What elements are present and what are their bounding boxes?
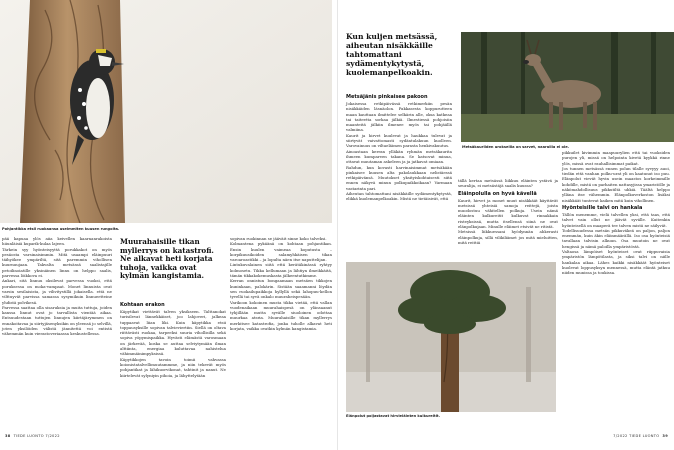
pine-forest-illustration <box>346 262 556 412</box>
paragraph: Metsissä liikkuessani hyödynnän ahkerasti eläinpolkuja, sillä vilikiliämet jos mitä mieluitten, mitä reittiä <box>458 229 558 245</box>
paragraph: Kolmantena pykäänä on kohtaan pohjantikan. Ensin kuulen vaimeaa koputusta – korpikuusikoiden salamyhkäisen tikan varoaroastikki – ja lopulta näen itse naputtelijan. <box>230 241 332 263</box>
paragraph: Kerran onnistun bongaamaan metsäen tikkojen kuninkaan, palokärin. Sistään saaamanni löydän sen ruokailupaikkoja hyllyllä sekä lahopuu-kellon tyvellä tai syvä onkalo muuraheispesään. <box>230 278 332 300</box>
issue-number: 7/2022 <box>45 434 60 438</box>
woodpecker-caption: Pohjantikka etsii ruokaansa useimmiten kuusen rungolta. <box>2 227 120 231</box>
left-column-2 <box>120 300 226 378</box>
paragraph: pää kapuaa ylös aiia keivellen kaarnanrakoista hiiunläisiä kuparik-kulaa lajeen. <box>2 236 112 247</box>
magazine-name: TIEDE LUONTO <box>629 434 660 438</box>
paragraph: Ainoastaan kerran ylläkän ryhmän metsäkaurita ihmeen kumpareen takana. Se katsovat minua, ottavat muutaman askeleen ja ja jatkavat omiaan. <box>346 148 452 165</box>
deer-photo <box>461 32 674 142</box>
pine-caption: Elänpolut poljastavat hirvieläinten kulkureitit. <box>346 414 441 418</box>
paragraph: Tällön menemme, vielä talvellen yksi, että taas, että talvet vain ollut ne jäävät syvälle. Kuitenkin hyönteisellä on maaperä tee talven mistä ne säilyvät. <box>562 211 670 228</box>
magazine-name: TIEDE LUONTO <box>13 434 44 438</box>
paragraph: Lintukuvalainen siitä että kerätäkinässä ryhtyy kolmosetu. Tikka kellumaan ja lähtiyn ilmeikkäitä, tämän tikkakokemuskasta jälkeentutkimme. <box>230 262 332 279</box>
paragraph: Jos tunnen metsässä ennen polun tilalle syvyyy auoi, tiedän että vanhan polku-urat yli on kaatunut iso puu. Elänpolut vievät hyvin usein maastos korkeimmille kohdille, mistä on parhaiten nattasyjissa ymaristölle ja näkömahdollisuus pikkutiltä uhkiä. Täältä helppo ylläna itse vähemmin. Elänpolkuverkoston lisäksi nisäkkäät tuntevat kaiken mitä kuin vihollinen. <box>562 165 670 203</box>
paragraph: Käpytikat viettävät talven yksikseen. Talttanokat turisilevat lännekkäiset, joo lahjoveri, jalkeaa tuppaavat liian liki. Kuin käpytikka etsii toppausyksille sopivan talvieviertiin. Siellä on oltava riittävästi ruokaa, tarpeeksi suuria vihollisilla sekä sopiva yöpymispaikka. Hyvästi elämästä varosmaan on järkevää, koska se auttaa selviytymään ilman alttiinta, energiaa kuluttavaa nahistelua vähimmäinimpyksissä. <box>120 309 226 357</box>
right-footer <box>613 434 671 438</box>
paragraph: Käpytikkojen tavoin toimii vahvassa koionistatalvellimuutammme, ja niin tekevät myös pohjantikat ja lähikuorvikonat, tahtinit ja nanut. Ne kiirtelevät sylyniyin pihoia, ja lähyttelytään <box>120 356 226 378</box>
right-column-3 <box>562 150 670 276</box>
page-number: 39 <box>662 434 668 438</box>
woodpecker-illustration <box>0 0 332 223</box>
paragraph: Tärkein syy hyönteisyyttä porukkakot on myös pesäosta varsinaisimmin. Mitä usaampi eläinpuuri täihyökee ympäriltä, sitä paremmin vihollisen kuurnuujaan. Takvalta metsässä saalistajille petoilinoiatille yksinäinen linnu on helppo saalis, parvessa löikkova ei. <box>2 246 112 279</box>
woodpecker-photo <box>0 0 332 223</box>
page-number: 38 <box>5 434 11 438</box>
paragraph: Parvessa saattaa olla sisaruksia ja muita tuttuja, joiden kanssa linnut ovat jo tarvallista vientää aikaa. Entsuudestaan tuttujen linnujen kiirtäjärymmen on ennakoitavaa ja siirtyjäsenyksikin on yleensä jo selvillä, joten yksilöiden välistä jännitettä voi entistä vähemmän kuin vierastoveriaassa keskustellessa. <box>2 304 112 337</box>
paragraph: sopivan ruokinnan se jääväit sinne koko talveksi. <box>230 236 327 241</box>
section-heading: Kohtaan erakon <box>120 302 165 308</box>
paragraph: Varikoon kokoinen musta tikka vietää, että vallan vuodenaikaan muurahaispesä on ylänsaanut tyhjillään mutta syvälle siuoloinen odottaa muurkaa atsria. Muurahaisille tikan myllerrys merkitsee katastrofia, jonka tuholle alkavat heti korjata, vaikka ovatkin kylmän kangistamia. <box>230 299 332 332</box>
paragraph: Kaurit ja hirvet kuulevat ja haukkaa tulevat ja siirtyvät vaivattomasti sydäntulakuun kuolleen. Varovainuus on viltaeläimen parasta henkivakuutus. <box>346 132 452 149</box>
pine-forest-photo <box>346 262 556 412</box>
section-heading: Eläinpolulla on hyvä kävellä <box>458 190 537 197</box>
section-heading: Hyönteisille talvi on hankala <box>562 204 643 211</box>
right-column-1 <box>346 92 452 202</box>
right-page <box>337 0 674 450</box>
paragraph: pikkuilet kivimmin maapuurylien että tai vuoksiden purojen yli, missä on helpointa kivetä kyykkä rinne ylös, missä ovat rauhallisimmat paikat. <box>562 150 670 166</box>
right-column-2 <box>458 178 558 245</box>
left-column-1 <box>2 236 112 337</box>
right-pullquote: Kun kuljen metsässä, aiheutan nisäkkäille tahtomattani sydämentykytystä, kuolemanpelkoakin. <box>346 32 438 77</box>
paragraph: Todellisuudessa metsän pikkuväkeä on paljon, paljon enemmän, kuin äkin eläinmäärällä. Iso osa hyönteisiä tavallaan talvisin alkuun. Osa muutoin ne ovat hengissä ja nämä paloilla ympäristöstä. <box>562 227 670 249</box>
paragraph: Kaurit, hirvet ja monet muut nisäkkäät käyttävät metsissä yhteisiä samoja reittejä, joista muodostuu vähitellen polkuja. Usein nämä eläinten kulkureitit kulkuvat rinnakkain risteyksissä, mutta itsellensä siinä ne ovat elänpolkujaan. Minulle eläimet etsivät ne ritistä. <box>458 197 558 230</box>
deer-caption: Metsäkauriiden urokseilla on sarvet, naarailla ei ole. <box>462 145 569 149</box>
paragraph: Aiheutan tahtomattani nisäkkäille sydämentykytystä, elikkä kuolemanpelkoakin. Mistä ne tietäisivät, että <box>346 191 452 202</box>
paragraph: tällä kertaa metsässä liikkuu eläinten ystävä ja seuralija, ei metsästäjä saalis kuussa? <box>458 178 558 189</box>
section-heading: Metsäjänis pinkaisee pakoon <box>346 94 428 100</box>
left-column-3 <box>230 236 332 331</box>
deer-illustration <box>461 32 674 142</box>
paragraph: Rahdun, kun kovasti harvinaisimmat metsäkään pinkaisee kuusen alta pakolaukkaan nelistäessä retkipäivänsä. Muutokset yksityiskohtaisesti siitä ennen näkyvä minun polkupaikkoikaan? Varmaan vastarinta pari. <box>346 164 452 191</box>
paragraph: Valtaosa lämpöiset hyönteiset ovat riippuvaisia ympäristön lämpötilasta, ja siksi talvi on niille hankalaa aikaa. Lähes kaikki nisäkkäät hyönteiset kuolevat loppusyksyn mennessä, mutta eläntä jatkuu niiden munissa ja toukissa. <box>562 249 670 276</box>
paragraph: Jokaisessa retkipäivässä retkimerkiin pesän nisäkkäiden läsnäolon. Pakkasesta koppurutteen maan kauttaan ilmittelee selkärin alle, oksa katkeaa tai taiteetta sorkaa jälkiä. Ilmestiessä pohjoisiin maanteitä jälkiin ilmenee myös tai pohjäällä valmiina. <box>346 101 452 133</box>
left-pullquote: Muurahaisille tikan myllerrys on katastrofi. Ne alkavat heti korjata tuhoja, vaikka ovat kylmän kangistamia. <box>120 237 214 281</box>
issue-number: 7/2022 <box>613 434 628 438</box>
left-footer <box>2 434 60 438</box>
paragraph: Ankari, sitä linnuu oksilevat parvessa vuoksi, että poruksessa on moka-vampaat. Monet linnuista ovat varsin sesilaisista, ja vilivitystillä jokaisella. että ne vilttuyvät parvissa samassa sysymikuin linnueetteine yhdistä polvikesä. <box>2 278 112 305</box>
